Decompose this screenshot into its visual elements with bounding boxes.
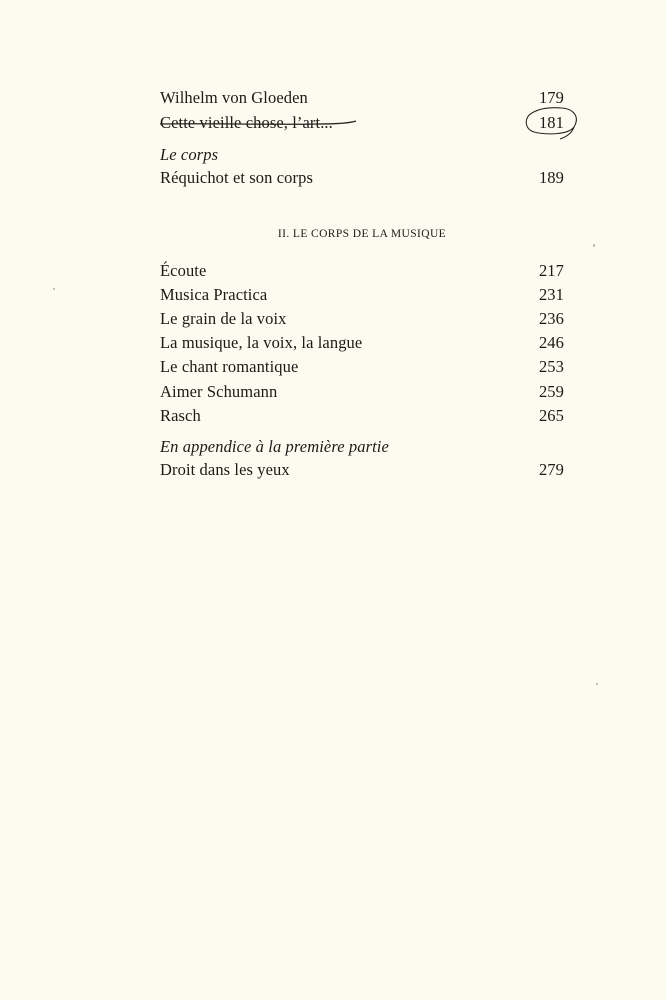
section-label — [160, 437, 564, 457]
toc-entry-page: 253 — [538, 357, 564, 376]
toc-entry-page-circled — [534, 113, 564, 133]
section-heading: II. LE CORPS DE LA MUSIQUE — [277, 228, 447, 240]
toc-entry-page: 181 — [538, 113, 564, 132]
section-label-text: Le corps — [160, 145, 219, 164]
toc-entry-title: Écoute — [160, 261, 207, 280]
paper-speck — [53, 288, 55, 290]
toc-entry-page: 236 — [538, 309, 564, 328]
section-label — [160, 145, 564, 165]
toc-entry-title: Rasch — [160, 406, 201, 425]
toc-entry-title: Cette vieille chose, l’art... — [160, 113, 333, 132]
toc-entry-page: 217 — [538, 261, 564, 280]
toc-entry — [160, 168, 564, 188]
toc-entry — [160, 406, 564, 426]
toc-entry-page: 259 — [538, 382, 564, 401]
paper-speck — [593, 244, 595, 247]
toc-entry-page: 231 — [538, 285, 564, 304]
toc-entry-title: Le chant romantique — [160, 357, 299, 376]
strikethrough-mark — [158, 113, 358, 133]
toc-entry — [160, 382, 564, 402]
toc-entry-title-struck — [160, 113, 333, 133]
handwritten-circle-mark — [522, 105, 582, 145]
toc-entry-title: Le grain de la voix — [160, 309, 287, 328]
toc-entry — [160, 285, 564, 305]
toc-entry-title: Musica Practica — [160, 285, 268, 304]
section-label-text: En appendice à la première partie — [160, 437, 389, 456]
toc-entry-title: La musique, la voix, la langue — [160, 333, 363, 352]
toc-entry-title: Réquichot et son corps — [160, 168, 313, 187]
toc-entry-page: 265 — [538, 406, 564, 425]
toc-entry-page: 179 — [538, 88, 564, 107]
toc-entry-title: Wilhelm von Gloeden — [160, 88, 308, 107]
toc-entry-title: Aimer Schumann — [160, 382, 278, 401]
toc-entry — [160, 460, 564, 480]
toc-entry — [160, 309, 564, 329]
paper-speck — [596, 683, 598, 685]
toc-entry-page: 246 — [538, 333, 564, 352]
toc-entry — [160, 333, 564, 353]
toc-entry-page: 189 — [538, 168, 564, 187]
toc-entry — [160, 357, 564, 377]
toc-entry — [160, 88, 564, 108]
toc-entry-struck — [160, 113, 564, 133]
toc-entry-title: Droit dans les yeux — [160, 460, 290, 479]
toc-entry — [160, 261, 564, 281]
toc-entry-page: 279 — [538, 460, 564, 479]
